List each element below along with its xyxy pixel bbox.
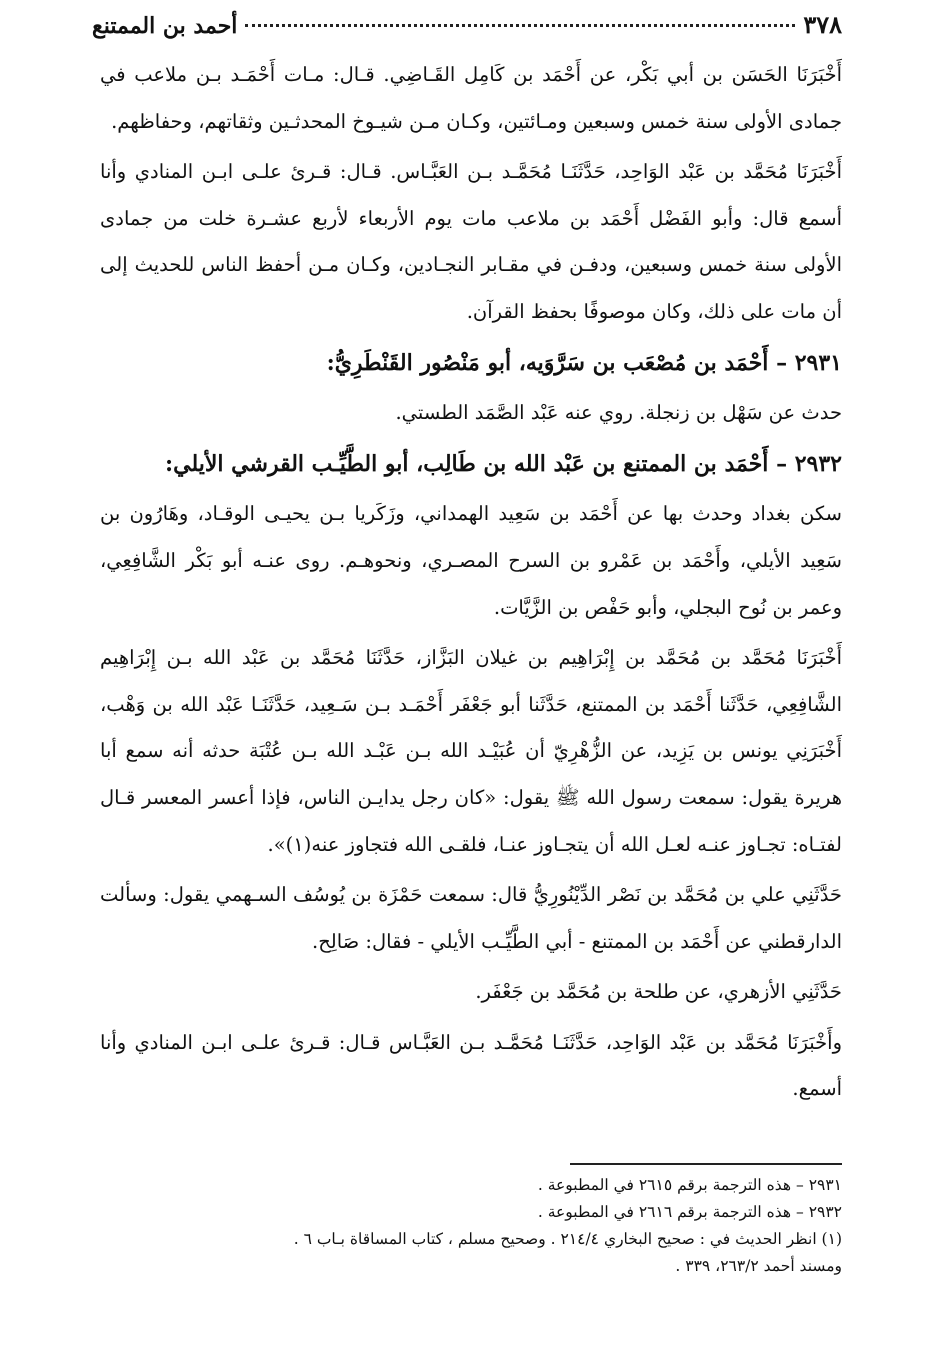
page-number: ٣٧٨ — [803, 10, 842, 39]
page-header — [92, 10, 842, 44]
header-dot-leader — [245, 24, 795, 27]
paragraph: أَخْبَرَنَا مُحَمَّد بن مُحَمَّد بن إِبْرَاهِيم بن غيلان البَزَّاز، حَدَّثَنَا مُحَمَّد بن عَبْد الله بـن إِبْرَاهِيم الشَّافِعِي، حَدَّثَنا أَحْمَد بن الممتنع، حَدَّثَنا أبو جَعْفَر أَحْمَـد بـن سَـعِيد، حَدَّثَنَـا عَبْد الله بن وَهْب، أَخْبَرَنِي يونس بن يَزِيد، عن الزُّهْرِيّ أن عُبَيْـد الله بـن عَبْـد الله بـن عُتْبَة حدثه أنه سمع أبا هريرة يقول: سمعت رسول الله ﷺ يقول: «كان رجل يدايـن الناس، فإذا أعسر المعسر قـال لفتـاه: تجـاوز عنـه لعـل الله أن يتجـاوز عنـا، فلقـى الله فتجاوز عنه(١)». — [100, 646, 842, 856]
footnote: (١) انظر الحديث في : صحيح البخاري ٢١٤/٤ . وصحيح مسلم ، كتاب المساقاة بـاب ٦ . — [293, 1230, 842, 1248]
entry-text-2931: حدث عن سَهْل بن زنجلة. روي عنه عَبْد الصَّمَد الطستي. — [395, 401, 842, 425]
entry-heading-2931: ٢٩٣١ – أَحْمَد بن مُصْعَب بن سَرَّوَيه، أبو مَنْصُور القَنْطَرِيُّ: — [326, 349, 842, 376]
running-title: أحمد بن الممتنع — [92, 13, 238, 39]
paragraph: أَخْبَرَنَا الحَسَن بن أبي بَكْر، عن أَحْمَد بن كَامِل القَـاضِي. قـال: مـات أَحْمَـد بـن ملاعب في جمادى الأولى سنة خمس وسبعين ومـائتين، وكـان مـن شيـوخ المحدثـين وثقاتهم، وحفاظهم. — [100, 63, 842, 133]
entry-heading-2932: ٢٩٣٢ – أَحْمَد بن الممتنع بن عَبْد الله بن طَالِب، أبو الطَّيِّـب القرشي الأيلي: — [164, 450, 842, 477]
paragraph: حَدَّثَنِي الأزهري، عن طلحة بن مُحَمَّد بن جَعْفَر. — [475, 980, 842, 1004]
footnote-continuation: ومسند أحمد ٢٦٣/٢، ٣٣٩ . — [675, 1257, 842, 1275]
main-text — [100, 52, 842, 1117]
footnote-separator — [570, 1163, 842, 1165]
footnotes — [96, 1172, 842, 1280]
paragraph: حَدَّثَنِي علي بن مُحَمَّد بن نَصْر الدِّيْنُورِيُّ قال: سمعت حَمْزَة بن يُوسُف السـهمي يقول: وسألت الدارقطني عن أَحْمَد بن الممتنع - أبي الطَّيِّـب الأيلي - فقال: صَالِح. — [100, 883, 842, 953]
footnote: ٢٩٣٢ – هذه الترجمة برقم ٢٦١٦ في المطبوعة . — [537, 1203, 842, 1221]
footnote: ٢٩٣١ – هذه الترجمة برقم ٢٦١٥ في المطبوعة . — [537, 1176, 842, 1194]
paragraph: وأَخْبَرَنَا مُحَمَّد بن عَبْد الوَاحِد، حَدَّثَنَـا مُحَمَّـد بـن العَبَّـاس قـال: قـرئ علـى ابـن المنادي وأنا أسمع. — [100, 1030, 842, 1101]
paragraph: سكن بغداد وحدث بها عن أَحْمَد بن سَعِيد الهمداني، وزَكَريا بـن يحيـى الوقـاد، وهَارُون بن سَعِيد الأيلي، وأَحْمَد بن عَمْرو بن السرح المصـري، ونحوهـم. روى عنـه أبو بَكْر الشَّافِعِي، وعمر بن نُوح البجلي، وأبو حَفْص بن الزَّيَّات. — [100, 502, 842, 619]
paragraph: أَخْبَرَنَا مُحَمَّد بن عَبْد الوَاحِد، حَدَّثَنَـا مُحَمَّـد بـن العَبَّـاس. قـال: قـرئ علـى ابـن المنادي وأنا أسمع قال: وأبو الفَضْل أَحْمَد بن ملاعب مات يوم الأربعاء لأربع عشـرة خلت من جمادى الأولى سنة خمس وسبعين، ودفـن في مقـابر النجـادين، وكـان مـن أحفظ الناس للحديث إلى أن مات على ذلك، وكان موصوفًا بحفظ القرآن. — [100, 160, 842, 323]
